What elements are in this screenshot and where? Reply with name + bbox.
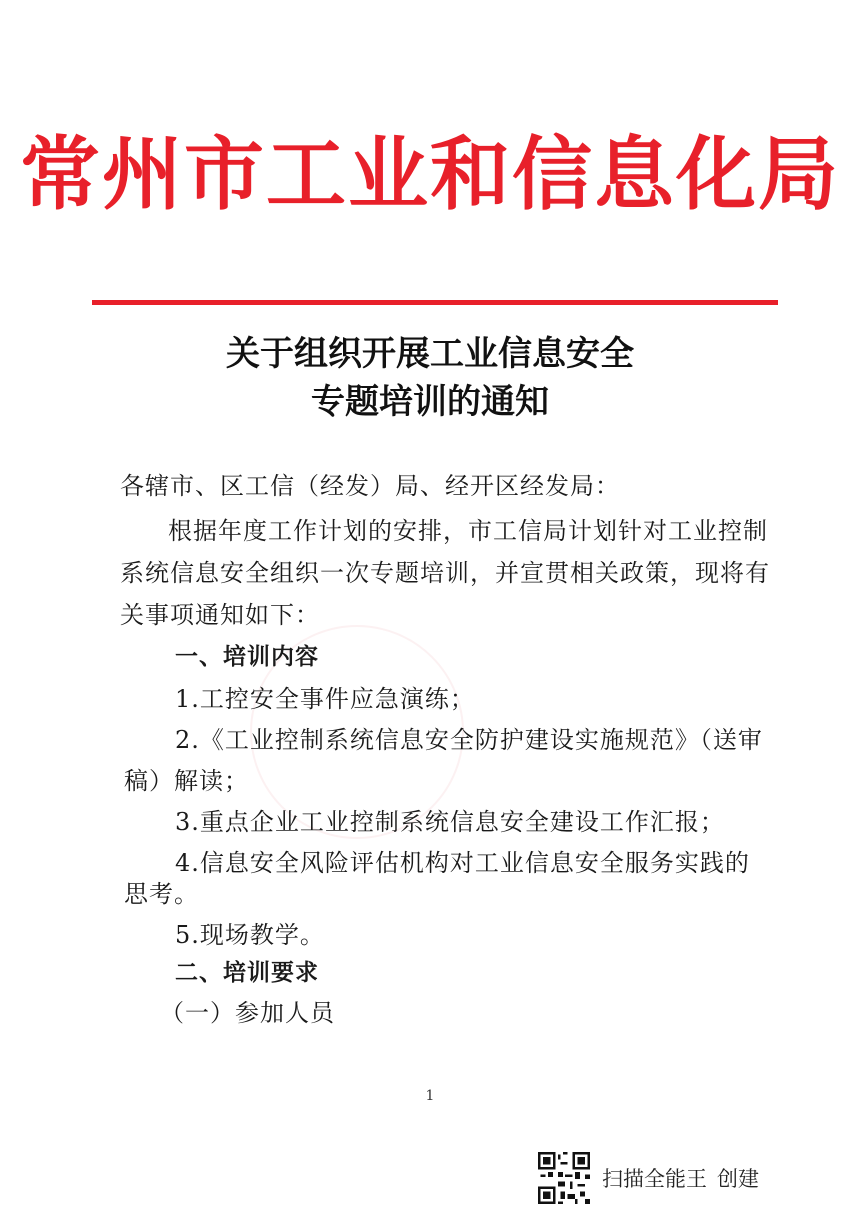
content-item-3: 3.重点企业工业控制系统信息安全建设工作汇报；: [175, 808, 725, 836]
section-1-heading: 一、培训内容: [175, 644, 319, 670]
intro-line-1: 根据年度工作计划的安排，市工信局计划针对工业控制: [168, 517, 768, 545]
agency-header: 常州市工业和信息化局: [20, 127, 840, 221]
content-item-2-continued: 稿）解读；: [124, 767, 249, 795]
document-title-line-2: 专题培训的通知: [311, 382, 549, 422]
content-item-2: 2.《工业控制系统信息安全防护建设实施规范》（送审: [175, 726, 763, 754]
content-item-4-continued: 思考。: [124, 880, 199, 908]
intro-line-2: 系统信息安全组织一次专题培训，并宣贯相关政策，现将有: [120, 559, 770, 587]
section-2-heading: 二、培训要求: [175, 960, 319, 986]
subsection-heading: （一）参加人员: [160, 999, 335, 1027]
content-item-5: 5.现场教学。: [175, 921, 325, 949]
scanner-action-label: 创建: [717, 1167, 759, 1191]
scanner-watermark: [538, 1150, 769, 1206]
scanner-app-name: 扫描全能王: [602, 1167, 707, 1191]
scanner-app-label: [602, 1163, 769, 1193]
qr-code-icon: [538, 1152, 590, 1204]
intro-line-3: 关事项通知如下：: [120, 601, 320, 629]
document-title-line-1: 关于组织开展工业信息安全: [226, 334, 634, 374]
page-number: 1: [425, 1088, 435, 1104]
red-divider-line: [92, 300, 778, 305]
content-item-4: 4.信息安全风险评估机构对工业信息安全服务实践的: [175, 849, 750, 877]
content-item-1: 1.工控安全事件应急演练；: [175, 685, 475, 713]
addressee: 各辖市、区工信（经发）局、经开区经发局：: [120, 472, 620, 500]
